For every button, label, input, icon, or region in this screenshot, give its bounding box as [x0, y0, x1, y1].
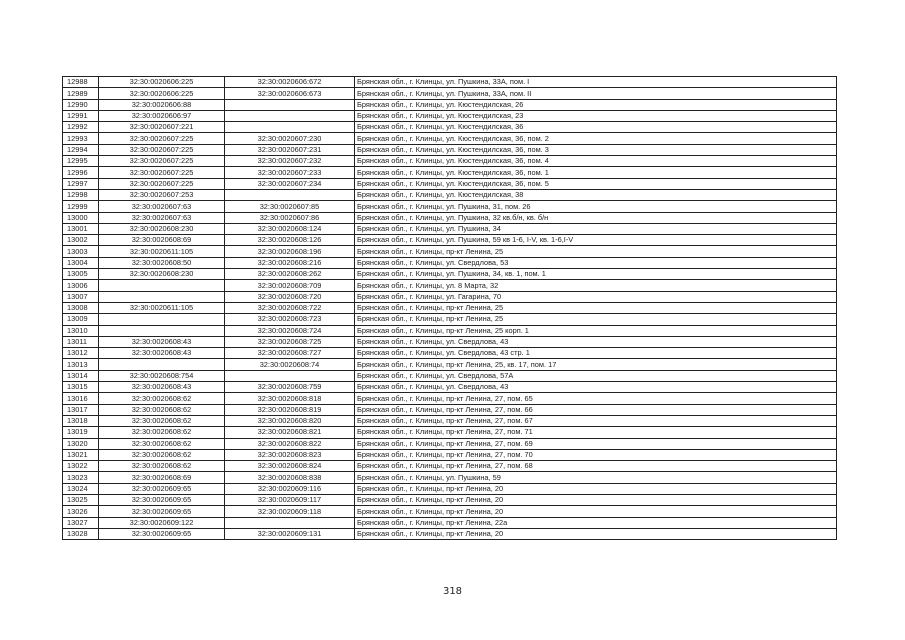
address-cell: Брянская обл., г. Клинцы, ул. Пушкина, 59 кв 1-6, I-V, кв. 1-6,I-V — [355, 235, 837, 246]
object-number-cell: 32:30:0020608:723 — [225, 314, 355, 325]
address-cell: Брянская обл., г. Клинцы, пр-кт Ленина, 25, кв. 17, пом. 17 — [355, 359, 837, 370]
object-number-cell: 32:30:0020607:85 — [225, 201, 355, 212]
row-number-cell: 13025 — [63, 494, 99, 505]
address-cell: Брянская обл., г. Клинцы, пр-кт Ленина, 27, пом. 70 — [355, 449, 837, 460]
address-cell: Брянская обл., г. Клинцы, пр-кт Ленина, 27, пом. 69 — [355, 438, 837, 449]
table-row — [63, 257, 837, 268]
object-number-cell: 32:30:0020608:824 — [225, 461, 355, 472]
row-number-cell: 12995 — [63, 156, 99, 167]
row-number-cell: 13008 — [63, 302, 99, 313]
address-cell: Брянская обл., г. Клинцы, пр-кт Ленина, 20 — [355, 506, 837, 517]
address-cell: Брянская обл., г. Клинцы, ул. Кюстендилская, 26 — [355, 99, 837, 110]
parcel-number-cell: 32:30:0020608:62 — [99, 461, 225, 472]
row-number-cell: 12988 — [63, 77, 99, 88]
table-row — [63, 269, 837, 280]
parcel-number-cell: 32:30:0020608:62 — [99, 404, 225, 415]
table-row — [63, 336, 837, 347]
parcel-number-cell: 32:30:0020607:253 — [99, 189, 225, 200]
object-number-cell: 32:30:0020607:230 — [225, 133, 355, 144]
table-row — [63, 393, 837, 404]
object-number-cell: 32:30:0020608:74 — [225, 359, 355, 370]
address-cell: Брянская обл., г. Клинцы, ул. Пушкина, 33А, пом. I — [355, 77, 837, 88]
row-number-cell: 13022 — [63, 461, 99, 472]
object-number-cell: 32:30:0020608:216 — [225, 257, 355, 268]
parcel-number-cell — [99, 291, 225, 302]
parcel-number-cell: 32:30:0020611:105 — [99, 302, 225, 313]
row-number-cell: 13016 — [63, 393, 99, 404]
object-number-cell: 32:30:0020607:232 — [225, 156, 355, 167]
address-cell: Брянская обл., г. Клинцы, пр-кт Ленина, 20 — [355, 528, 837, 539]
table-row — [63, 156, 837, 167]
object-number-cell: 32:30:0020608:727 — [225, 348, 355, 359]
table-row — [63, 88, 837, 99]
row-number-cell: 13010 — [63, 325, 99, 336]
address-cell: Брянская обл., г. Клинцы, ул. Свердлова, 57А — [355, 370, 837, 381]
object-number-cell: 32:30:0020608:823 — [225, 449, 355, 460]
object-number-cell: 32:30:0020609:116 — [225, 483, 355, 494]
object-number-cell: 32:30:0020608:821 — [225, 427, 355, 438]
row-number-cell: 13014 — [63, 370, 99, 381]
address-cell: Брянская обл., г. Клинцы, пр-кт Ленина, 27, пом. 71 — [355, 427, 837, 438]
object-number-cell — [225, 370, 355, 381]
row-number-cell: 13027 — [63, 517, 99, 528]
table-row — [63, 167, 837, 178]
address-cell: Брянская обл., г. Клинцы, ул. Кюстендилская, 36, пом. 1 — [355, 167, 837, 178]
parcel-number-cell: 32:30:0020608:754 — [99, 370, 225, 381]
parcel-number-cell: 32:30:0020606:225 — [99, 77, 225, 88]
row-number-cell: 12997 — [63, 178, 99, 189]
parcel-number-cell: 32:30:0020608:62 — [99, 415, 225, 426]
address-cell: Брянская обл., г. Клинцы, пр-кт Ленина, 20 — [355, 494, 837, 505]
row-number-cell: 13020 — [63, 438, 99, 449]
table-row — [63, 246, 837, 257]
object-number-cell: 32:30:0020607:233 — [225, 167, 355, 178]
table-body — [63, 77, 837, 540]
address-cell: Брянская обл., г. Клинцы, ул. Кюстендилская, 36, пом. 4 — [355, 156, 837, 167]
row-number-cell: 13015 — [63, 382, 99, 393]
property-register-table — [62, 76, 837, 540]
table-row — [63, 280, 837, 291]
parcel-number-cell — [99, 359, 225, 370]
parcel-number-cell: 32:30:0020608:62 — [99, 393, 225, 404]
object-number-cell: 32:30:0020608:124 — [225, 223, 355, 234]
parcel-number-cell: 32:30:0020607:225 — [99, 156, 225, 167]
address-cell: Брянская обл., г. Клинцы, пр-кт Ленина, 27, пом. 68 — [355, 461, 837, 472]
table-row — [63, 461, 837, 472]
address-cell: Брянская обл., г. Клинцы, ул. Свердлова, 43 — [355, 382, 837, 393]
object-number-cell: 32:30:0020609:117 — [225, 494, 355, 505]
object-number-cell — [225, 189, 355, 200]
row-number-cell: 12993 — [63, 133, 99, 144]
parcel-number-cell: 32:30:0020608:230 — [99, 269, 225, 280]
parcel-number-cell: 32:30:0020607:225 — [99, 133, 225, 144]
row-number-cell: 13018 — [63, 415, 99, 426]
object-number-cell — [225, 99, 355, 110]
table-row — [63, 201, 837, 212]
row-number-cell: 12994 — [63, 144, 99, 155]
object-number-cell: 32:30:0020609:118 — [225, 506, 355, 517]
table-row — [63, 291, 837, 302]
table-row — [63, 314, 837, 325]
parcel-number-cell: 32:30:0020608:43 — [99, 382, 225, 393]
row-number-cell: 12992 — [63, 122, 99, 133]
parcel-number-cell: 32:30:0020606:88 — [99, 99, 225, 110]
object-number-cell: 32:30:0020608:725 — [225, 336, 355, 347]
parcel-number-cell: 32:30:0020611:105 — [99, 246, 225, 257]
table-row — [63, 122, 837, 133]
table-row — [63, 404, 837, 415]
parcel-number-cell: 32:30:0020608:43 — [99, 336, 225, 347]
parcel-number-cell — [99, 280, 225, 291]
row-number-cell: 13017 — [63, 404, 99, 415]
table-row — [63, 506, 837, 517]
row-number-cell: 13026 — [63, 506, 99, 517]
address-cell: Брянская обл., г. Клинцы, ул. Пушкина, 31, пом. 26 — [355, 201, 837, 212]
address-cell: Брянская обл., г. Клинцы, пр-кт Ленина, 25 — [355, 246, 837, 257]
parcel-number-cell: 32:30:0020608:62 — [99, 427, 225, 438]
page-number: 318 — [442, 586, 463, 597]
address-cell: Брянская обл., г. Клинцы, ул. Гагарина, 70 — [355, 291, 837, 302]
address-cell: Брянская обл., г. Клинцы, ул. Кюстендилская, 23 — [355, 110, 837, 121]
object-number-cell: 32:30:0020607:234 — [225, 178, 355, 189]
table-row — [63, 223, 837, 234]
address-cell: Брянская обл., г. Клинцы, пр-кт Ленина, 25 — [355, 314, 837, 325]
row-number-cell: 13000 — [63, 212, 99, 223]
object-number-cell: 32:30:0020608:262 — [225, 269, 355, 280]
object-number-cell: 32:30:0020608:196 — [225, 246, 355, 257]
row-number-cell: 13024 — [63, 483, 99, 494]
address-cell: Брянская обл., г. Клинцы, ул. Свердлова, 43 — [355, 336, 837, 347]
table-row — [63, 438, 837, 449]
table-row — [63, 494, 837, 505]
address-cell: Брянская обл., г. Клинцы, пр-кт Ленина, 20 — [355, 483, 837, 494]
address-cell: Брянская обл., г. Клинцы, пр-кт Ленина, 27, пом. 66 — [355, 404, 837, 415]
row-number-cell: 13007 — [63, 291, 99, 302]
table-row — [63, 110, 837, 121]
address-cell: Брянская обл., г. Клинцы, ул. Кюстендилская, 36, пом. 2 — [355, 133, 837, 144]
table-row — [63, 427, 837, 438]
table-row — [63, 189, 837, 200]
object-number-cell: 32:30:0020607:86 — [225, 212, 355, 223]
table-row — [63, 415, 837, 426]
object-number-cell: 32:30:0020608:818 — [225, 393, 355, 404]
row-number-cell: 13011 — [63, 336, 99, 347]
row-number-cell: 13005 — [63, 269, 99, 280]
table-row — [63, 370, 837, 381]
address-cell: Брянская обл., г. Клинцы, ул. Кюстендилская, 36 — [355, 122, 837, 133]
parcel-number-cell: 32:30:0020607:63 — [99, 212, 225, 223]
object-number-cell: 32:30:0020608:722 — [225, 302, 355, 313]
object-number-cell: 32:30:0020606:672 — [225, 77, 355, 88]
row-number-cell: 13006 — [63, 280, 99, 291]
object-number-cell: 32:30:0020609:131 — [225, 528, 355, 539]
table-row — [63, 472, 837, 483]
object-number-cell: 32:30:0020608:820 — [225, 415, 355, 426]
address-cell: Брянская обл., г. Клинцы, пр-кт Ленина, 25 — [355, 302, 837, 313]
parcel-number-cell: 32:30:0020607:225 — [99, 167, 225, 178]
table-row — [63, 359, 837, 370]
parcel-number-cell: 32:30:0020608:43 — [99, 348, 225, 359]
parcel-number-cell: 32:30:0020607:225 — [99, 144, 225, 155]
address-cell: Брянская обл., г. Клинцы, ул. Кюстендилская, 36, пом. 3 — [355, 144, 837, 155]
address-cell: Брянская обл., г. Клинцы, пр-кт Ленина, 22а — [355, 517, 837, 528]
row-number-cell: 12990 — [63, 99, 99, 110]
row-number-cell: 12989 — [63, 88, 99, 99]
object-number-cell: 32:30:0020608:819 — [225, 404, 355, 415]
row-number-cell: 13023 — [63, 472, 99, 483]
table-row — [63, 517, 837, 528]
table-row — [63, 133, 837, 144]
address-cell: Брянская обл., г. Клинцы, ул. Пушкина, 59 — [355, 472, 837, 483]
table-row — [63, 212, 837, 223]
row-number-cell: 12996 — [63, 167, 99, 178]
table-row — [63, 528, 837, 539]
row-number-cell: 13002 — [63, 235, 99, 246]
object-number-cell: 32:30:0020608:126 — [225, 235, 355, 246]
object-number-cell: 32:30:0020608:838 — [225, 472, 355, 483]
parcel-number-cell: 32:30:0020608:62 — [99, 438, 225, 449]
row-number-cell: 13003 — [63, 246, 99, 257]
row-number-cell: 12991 — [63, 110, 99, 121]
parcel-number-cell: 32:30:0020606:225 — [99, 88, 225, 99]
address-cell: Брянская обл., г. Клинцы, ул. Пушкина, 32 кв.б/н, кв. б/н — [355, 212, 837, 223]
row-number-cell: 13028 — [63, 528, 99, 539]
row-number-cell: 12999 — [63, 201, 99, 212]
parcel-number-cell: 32:30:0020607:221 — [99, 122, 225, 133]
object-number-cell: 32:30:0020608:759 — [225, 382, 355, 393]
address-cell: Брянская обл., г. Клинцы, пр-кт Ленина, 27, пом. 67 — [355, 415, 837, 426]
address-cell: Брянская обл., г. Клинцы, ул. Пушкина, 33А, пом. II — [355, 88, 837, 99]
row-number-cell: 13004 — [63, 257, 99, 268]
parcel-number-cell: 32:30:0020608:62 — [99, 449, 225, 460]
parcel-number-cell: 32:30:0020608:69 — [99, 472, 225, 483]
table-row — [63, 382, 837, 393]
parcel-number-cell: 32:30:0020606:97 — [99, 110, 225, 121]
address-cell: Брянская обл., г. Клинцы, ул. Пушкина, 34 — [355, 223, 837, 234]
table-row — [63, 77, 837, 88]
object-number-cell: 32:30:0020608:822 — [225, 438, 355, 449]
address-cell: Брянская обл., г. Клинцы, ул. Пушкина, 34, кв. 1, пом. 1 — [355, 269, 837, 280]
object-number-cell — [225, 122, 355, 133]
table-row — [63, 325, 837, 336]
address-cell: Брянская обл., г. Клинцы, ул. 8 Марта, 32 — [355, 280, 837, 291]
table-row — [63, 483, 837, 494]
table-row — [63, 178, 837, 189]
row-number-cell: 12998 — [63, 189, 99, 200]
parcel-number-cell: 32:30:0020608:69 — [99, 235, 225, 246]
table-row — [63, 144, 837, 155]
parcel-number-cell: 32:30:0020609:65 — [99, 483, 225, 494]
parcel-number-cell: 32:30:0020607:63 — [99, 201, 225, 212]
table-row — [63, 99, 837, 110]
parcel-number-cell: 32:30:0020609:65 — [99, 528, 225, 539]
address-cell: Брянская обл., г. Клинцы, пр-кт Ленина, 25 корп. 1 — [355, 325, 837, 336]
parcel-number-cell: 32:30:0020607:225 — [99, 178, 225, 189]
parcel-number-cell: 32:30:0020609:65 — [99, 506, 225, 517]
table-row — [63, 235, 837, 246]
address-cell: Брянская обл., г. Клинцы, пр-кт Ленина, 27, пом. 65 — [355, 393, 837, 404]
parcel-number-cell: 32:30:0020608:50 — [99, 257, 225, 268]
object-number-cell: 32:30:0020608:724 — [225, 325, 355, 336]
table-row — [63, 348, 837, 359]
table-row — [63, 302, 837, 313]
row-number-cell: 13019 — [63, 427, 99, 438]
row-number-cell: 13009 — [63, 314, 99, 325]
address-cell: Брянская обл., г. Клинцы, ул. Кюстендилская, 38 — [355, 189, 837, 200]
row-number-cell: 13021 — [63, 449, 99, 460]
row-number-cell: 13013 — [63, 359, 99, 370]
object-number-cell: 32:30:0020607:231 — [225, 144, 355, 155]
table-row — [63, 449, 837, 460]
object-number-cell — [225, 110, 355, 121]
address-cell: Брянская обл., г. Клинцы, ул. Кюстендилская, 36, пом. 5 — [355, 178, 837, 189]
parcel-number-cell — [99, 314, 225, 325]
parcel-number-cell: 32:30:0020608:230 — [99, 223, 225, 234]
row-number-cell: 13001 — [63, 223, 99, 234]
address-cell: Брянская обл., г. Клинцы, ул. Свердлова, 53 — [355, 257, 837, 268]
object-number-cell: 32:30:0020608:709 — [225, 280, 355, 291]
object-number-cell: 32:30:0020606:673 — [225, 88, 355, 99]
row-number-cell: 13012 — [63, 348, 99, 359]
address-cell: Брянская обл., г. Клинцы, ул. Свердлова, 43 стр. 1 — [355, 348, 837, 359]
parcel-number-cell: 32:30:0020609:65 — [99, 494, 225, 505]
parcel-number-cell: 32:30:0020609:122 — [99, 517, 225, 528]
object-number-cell — [225, 517, 355, 528]
object-number-cell: 32:30:0020608:720 — [225, 291, 355, 302]
parcel-number-cell — [99, 325, 225, 336]
